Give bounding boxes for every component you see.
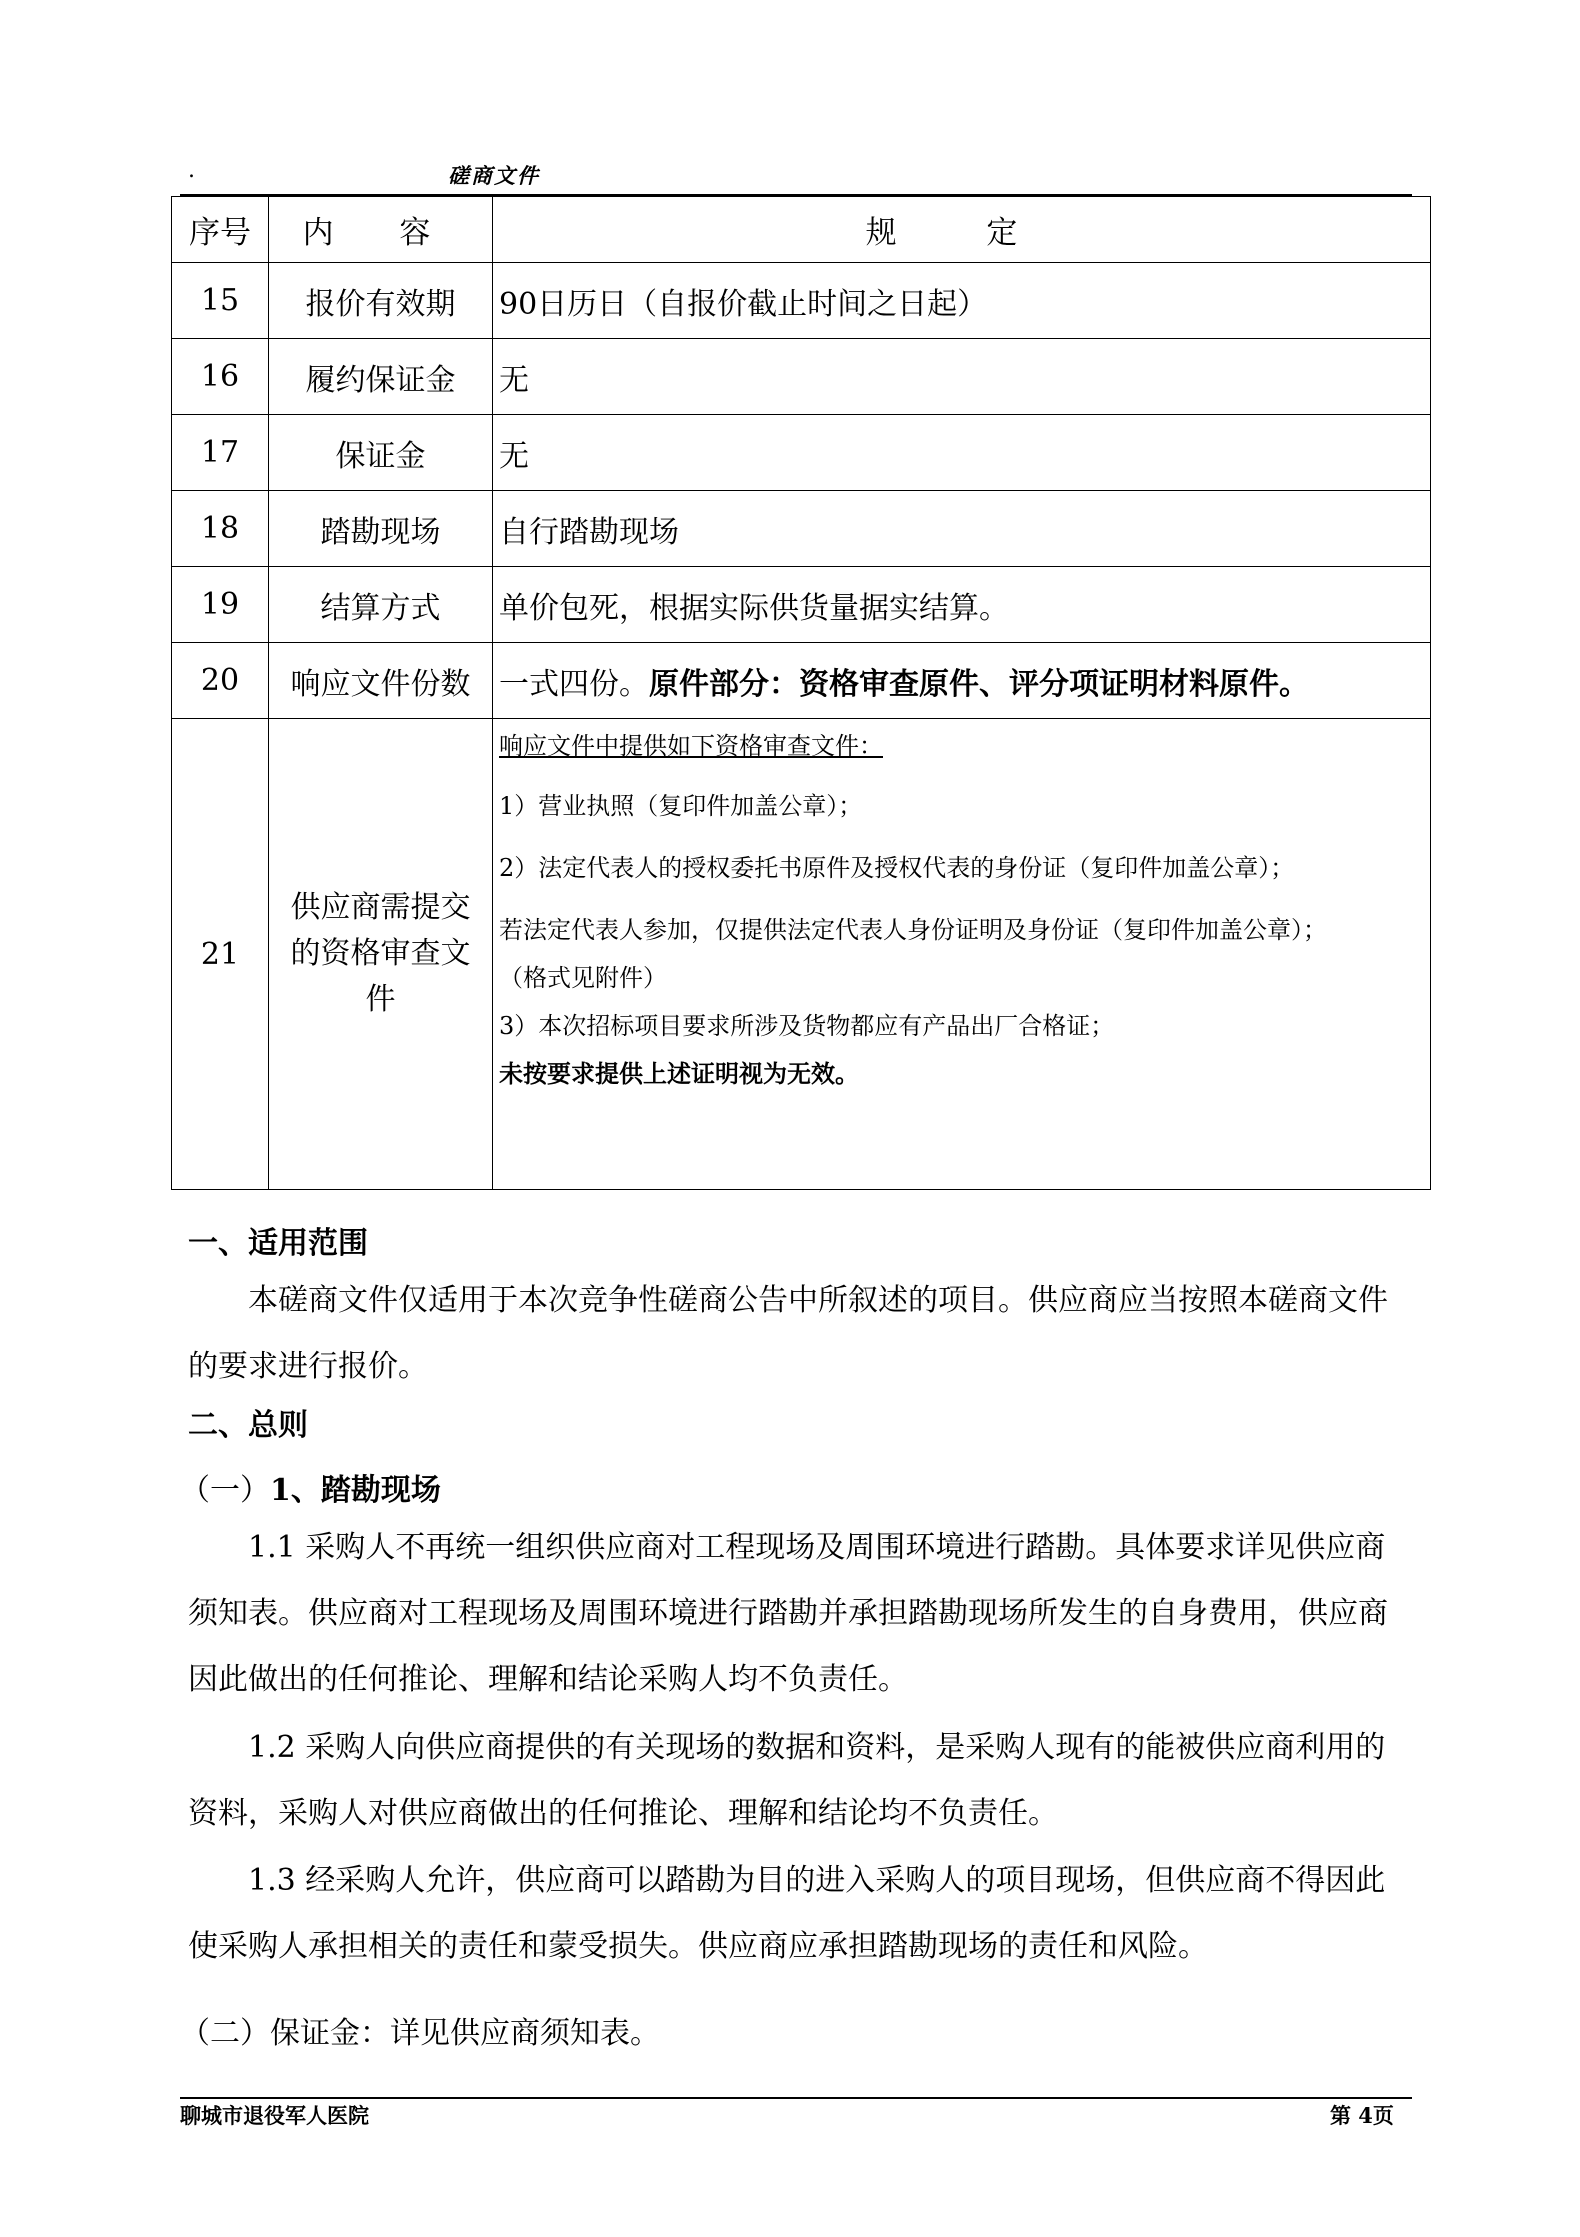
subsection-2: （二）保证金：详见供应商须知表。 [180, 2016, 660, 2051]
row-no: 21 [172, 719, 269, 1190]
qualification-item: 若法定代表人参加，仅提供法定代表人身份证明及身份证（复印件加盖公章）； [499, 916, 1327, 944]
section-1-paragraph: 本磋商文件仅适用于本次竞争性磋商公告中所叙述的项目。供应商应当按照本磋商文件的要求进行报价。 [188, 1283, 1388, 1384]
header-no: 序号 [172, 197, 269, 263]
row-item [269, 719, 493, 1190]
row-no: 17 [172, 415, 269, 491]
row-no: 16 [172, 339, 269, 415]
footer-org: 聊城市退役军人医院 [180, 2103, 369, 2128]
row-no: 19 [172, 567, 269, 643]
qualification-warning: 未按要求提供上述证明视为无效。 [499, 1059, 859, 1088]
subsection-1-title: 1、踏勘现场 [270, 1473, 441, 1508]
row-item: 报价有效期 [269, 263, 493, 339]
row-value: 90日历日（自报价截止时间之日起） [493, 263, 1431, 339]
row-value [493, 719, 1431, 1190]
row-item: 响应文件份数 [269, 643, 493, 719]
table-row [172, 567, 1431, 643]
header-content: 内 容 [269, 197, 493, 263]
qualification-item: 2）法定代表人的授权委托书原件及授权代表的身份证（复印件加盖公章）； [499, 854, 1295, 882]
row-no: 18 [172, 491, 269, 567]
table-row [172, 339, 1431, 415]
table-row [172, 491, 1431, 567]
row-item: 结算方式 [269, 567, 493, 643]
paragraph-1-2: 1.2 采购人向供应商提供的有关现场的数据和资料，是采购人现有的能被供应商利用的资料，采购人对供应商做出的任何推论、理解和结论均不负责任。 [188, 1730, 1386, 1831]
table-row [172, 415, 1431, 491]
section-1-heading: 一、适用范围 [188, 1226, 368, 1261]
header-dot: . [188, 158, 195, 183]
row-value-bold: 原件部分：资格审查原件、评分项证明材料原件。 [649, 666, 1309, 702]
row-value: 无 [493, 415, 1431, 491]
section-2-heading: 二、总则 [188, 1408, 308, 1443]
row-no: 15 [172, 263, 269, 339]
table-row [172, 643, 1431, 719]
paragraph-1-3: 1.3 经采购人允许，供应商可以踏勘为目的进入采购人的项目现场，但供应商不得因此使采购人承担相关的责任和蒙受损失。供应商应承担踏勘现场的责任和风险。 [188, 1863, 1386, 1964]
row-item: 保证金 [269, 415, 493, 491]
row-item: 履约保证金 [269, 339, 493, 415]
table-row-qualification [172, 719, 1431, 1190]
qualification-intro: 响应文件中提供如下资格审查文件： [499, 732, 883, 760]
table-header-row [172, 197, 1431, 263]
row-item: 踏勘现场 [269, 491, 493, 567]
row-item-line: 的资格审查文 [290, 936, 471, 971]
row-value [493, 643, 1431, 719]
qualification-item: 1）营业执照（复印件加盖公章）； [499, 792, 863, 820]
subsection-1-prefix: （一） [180, 1473, 270, 1508]
qualification-item: 3）本次招标项目要求所涉及货物都应有产品出厂合格证； [499, 1012, 1115, 1040]
table-row [172, 263, 1431, 339]
row-no: 20 [172, 643, 269, 719]
row-item-line: 件 [365, 982, 396, 1017]
subsection-1-heading [180, 1465, 441, 1509]
row-value: 无 [493, 339, 1431, 415]
row-value: 单价包死，根据实际供货量据实结算。 [493, 567, 1431, 643]
row-value: 自行踏勘现场 [493, 491, 1431, 567]
row-value-plain: 一式四份。 [499, 666, 649, 702]
row-item-line: 供应商需提交 [290, 890, 471, 925]
header-rule-col: 规 定 [493, 197, 1431, 263]
requirements-table [171, 196, 1431, 1190]
footer-page-number: 第 4页 [1330, 2103, 1394, 2128]
footer-rule [180, 2097, 1412, 2099]
paragraph-1-1: 1.1 采购人不再统一组织供应商对工程现场及周围环境进行踏勘。具体要求详见供应商须知表。供应商对工程现场及周围环境进行踏勘并承担踏勘现场所发生的自身费用，供应商因此做出的任何推论、理解和结论采购人均不负责任。 [188, 1530, 1388, 1697]
qualification-item: （格式见附件） [499, 964, 667, 992]
document-title: 磋商文件 [448, 163, 540, 188]
